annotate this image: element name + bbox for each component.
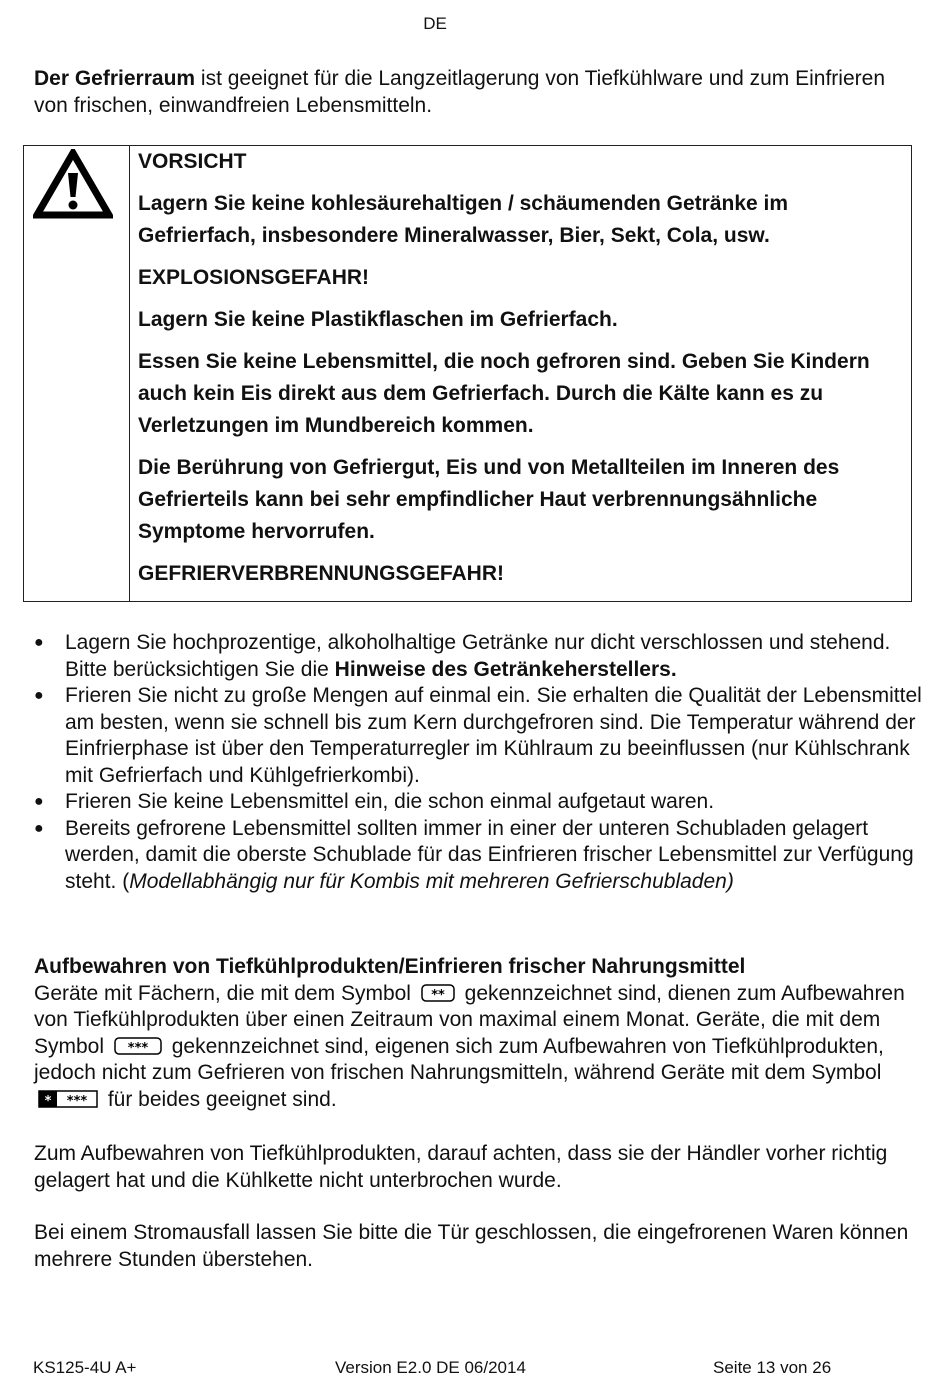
bullet-1-bold: Hinweise des Getränkeherstellers. [334, 657, 677, 681]
svg-text:**: ** [431, 987, 445, 1002]
bullet-4-italic: Modellabhängig nur für Kombis mit mehreren Gefrierschubladen) [129, 869, 734, 893]
intro-rest: ist geeignet für die Langzeitlagerung von Tiefkühlware und zum Einfrieren von frischen, einwandfreien Lebensmitteln. [34, 67, 885, 117]
three-star-freezer-icon [114, 1037, 162, 1055]
two-star-freezer-icon [421, 984, 455, 1002]
svg-text:***: *** [66, 1093, 88, 1108]
warning-p4: Essen Sie keine Lebensmittel, die noch gefroren sind. Geben Sie Kindern auch kein Eis direkt aus dem Gefrierfach. Durch die Kälte kann es zu Verletzungen im Mundbereich kommen. [138, 350, 870, 437]
svg-text:*: * [44, 1093, 52, 1108]
storage-section [34, 954, 924, 1113]
warning-p3: Lagern Sie keine Plastikflaschen im Gefrierfach. [138, 308, 618, 331]
footer-model: KS125-4U A+ [33, 1358, 137, 1377]
language-header: DE [423, 14, 447, 33]
warning-p2: EXPLOSIONSGEFAHR! [138, 266, 370, 289]
footer-page-number: Seite 13 von 26 [713, 1358, 832, 1377]
bullet-4-text: Bereits gefrorene Lebensmittel sollten immer in einer der unteren Schubladen gelagert werden, damit die oberste Schublade für das Einfrieren frischer Lebensmittel zur Verfügung steht. ( [65, 816, 914, 893]
list-item: ● Frieren Sie keine Lebensmittel ein, die schon einmal aufgetaut waren. [34, 789, 924, 816]
warning-icon-cell [24, 146, 130, 601]
warning-box [23, 145, 912, 602]
warning-p5: Die Berührung von Gefriergut, Eis und von Metallteilen im Inneren des Gefrierteils kann bei sehr empfindlicher Haut verbrennungsähnliche Symptome hervorrufen. [138, 456, 840, 543]
list-item: ● Lagern Sie hochprozentige, alkoholhaltige Getränke nur dicht verschlossen und stehend. Bitte berücksichtigen Sie die Hinweise des Getränkeherstellers. [34, 631, 891, 681]
intro-paragraph [34, 66, 914, 119]
four-star-freezer-icon [38, 1090, 98, 1108]
cold-chain-paragraph: Zum Aufbewahren von Tiefkühlprodukten, darauf achten, dass sie der Händler vorher richtig gelagert hat und die Kühlkette nicht unterbrochen wurde. [34, 1142, 888, 1192]
bullet-list [34, 630, 924, 895]
bullet-2-text: Frieren Sie nicht zu große Mengen auf einmal ein. Sie erhalten die Qualität der Lebensmittel am besten, wenn sie schnell bis zum Kern durchgefroren sind. Die Temperatur während der Einfrierphase ist über den Temperaturregler im Kühlraum zu beeinflussen (nur Kühlschrank mit Gefrierfach und Kühlgefrierkombi). [65, 684, 922, 787]
section-heading: Aufbewahren von Tiefkühlprodukten/Einfrieren frischer Nahrungsmittel [34, 955, 746, 978]
warning-p6: GEFRIERVERBRENNUNGSGEFAHR! [138, 562, 504, 585]
warning-triangle-icon [33, 149, 113, 219]
bullet-1-text: Lagern Sie hochprozentige, alkoholhaltige Getränke nur dicht verschlossen und stehend. Bitte berücksichtigen Sie die [65, 631, 891, 681]
bullet-3-text: Frieren Sie keine Lebensmittel ein, die schon einmal aufgetaut waren. [65, 790, 715, 813]
warning-text [138, 146, 898, 590]
list-item: ● Frieren Sie nicht zu große Mengen auf einmal ein. Sie erhalten die Qualität der Lebensmittel am besten, wenn sie schnell bis zum Kern durchgefroren sind. Die Temperatur während der Einfrierphase ist über den Temperaturregler im Kühlraum zu beeinflussen (nur Kühlschrank mit Gefrierfach und Kühlgefrierkombi). [34, 683, 924, 789]
footer-version: Version E2.0 DE 06/2014 [335, 1358, 526, 1377]
power-outage-paragraph: Bei einem Stromausfall lassen Sie bitte die Tür geschlossen, die eingefrorenen Waren können mehrere Stunden überstehen. [34, 1221, 909, 1271]
warning-p1: Lagern Sie keine kohlesäurehaltigen / schäumenden Getränke im Gefrierfach, insbesondere Mineralwasser, Bier, Sekt, Cola, usw. [138, 192, 789, 247]
list-item: ● Bereits gefrorene Lebensmittel sollten immer in einer der unteren Schubladen gelagert werden, damit die oberste Schublade für das Einfrieren frischer Lebensmittel zur Verfügung steht. (Modellabhängig nur für Kombis mit mehreren Gefrierschubladen) [34, 816, 914, 893]
svg-text:***: *** [127, 1040, 149, 1055]
warning-title: VORSICHT [138, 150, 247, 173]
intro-bold: Der Gefrierraum [34, 67, 196, 90]
section-body: Geräte mit Fächern, die mit dem Symbol ** gekennzeichnet sind, dienen zum Aufbewahren von Tiefkühlprodukten über einen Zeitraum von maximal einem Monat. Geräte, die mit dem Symbol *** gekennzeichnet sind, eigenen sich zum Aufbewahren von Tiefkühlprodukten, jedoch nicht zum Gefrieren von frischen Nahrungsmitteln, während Geräte mit dem Symbol * *** für beides geeignet sind. [34, 981, 905, 1111]
